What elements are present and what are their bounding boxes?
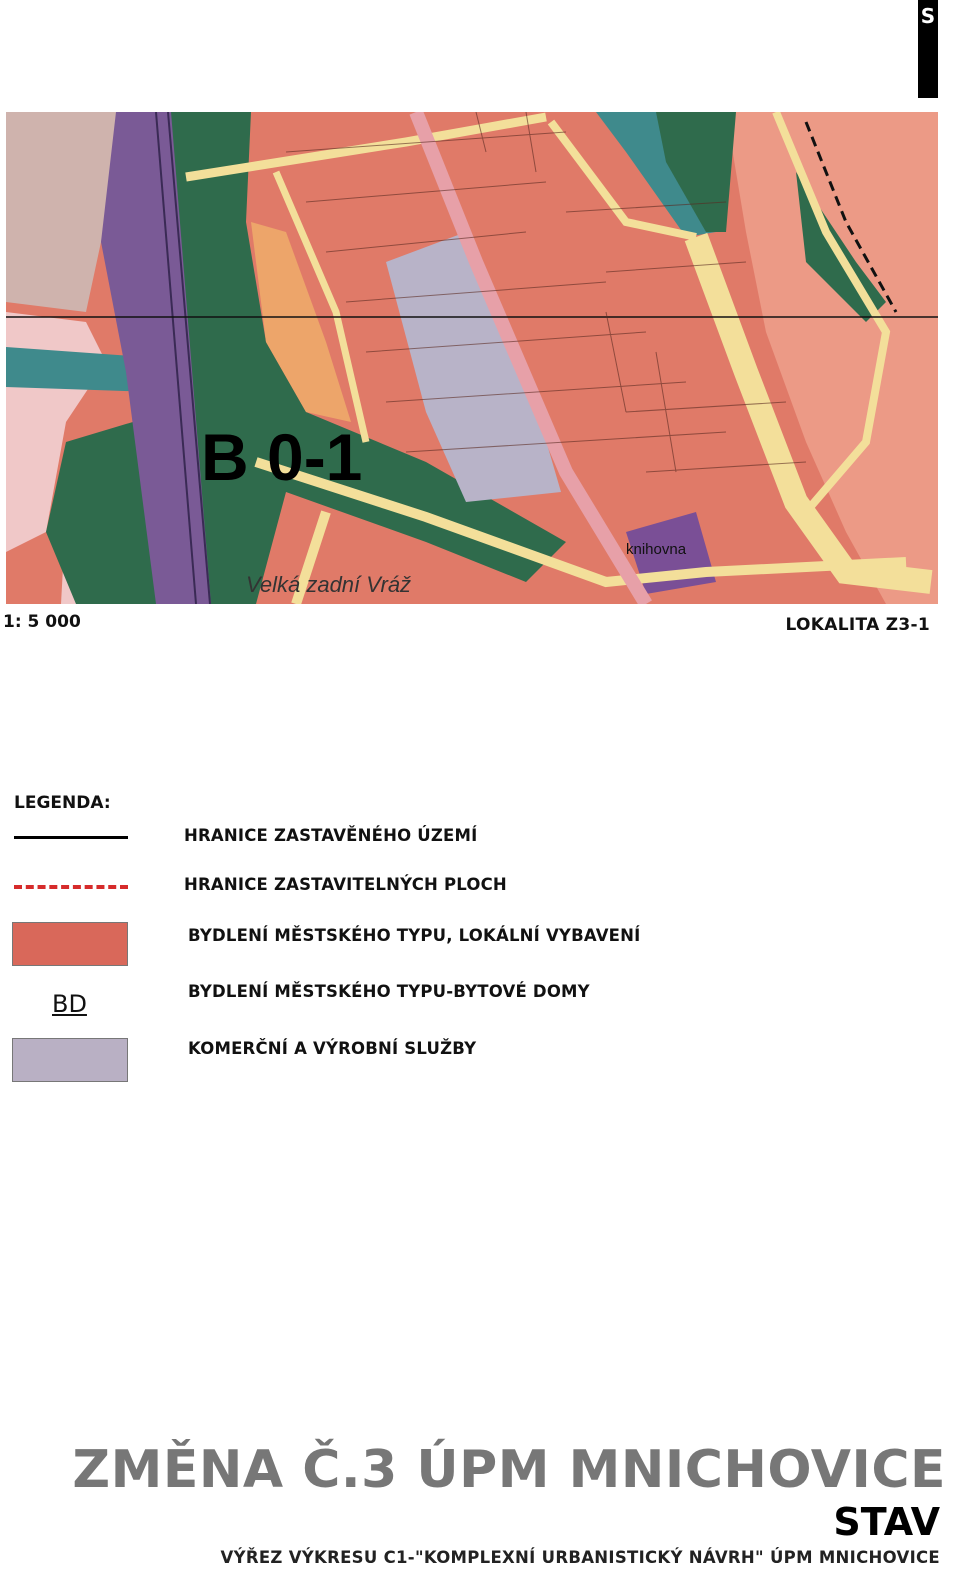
map-excerpt	[6, 112, 938, 604]
map-drawing	[6, 112, 938, 604]
legend-label-urban-housing: BYDLENÍ MĚSTSKÉHO TYPU, LOKÁLNÍ VYBAVENÍ	[188, 926, 641, 945]
legend-title: LEGENDA:	[14, 793, 111, 813]
place-name: Velká zadní Vráž	[246, 572, 412, 597]
zone-label: B 0-1	[201, 420, 363, 494]
document-subtitle: VÝŘEZ VÝKRESU C1-"KOMPLEXNÍ URBANISTICKÝ NÁVRH" ÚPM MNICHOVICE	[220, 1548, 940, 1567]
legend-symbol-dashed-line	[14, 885, 128, 889]
legend-symbol-urban-housing	[12, 922, 128, 966]
legend-label-buildable-boundary: HRANICE ZASTAVITELNÝCH PLOCH	[184, 875, 507, 894]
scale-label: 1: 5 000	[3, 612, 81, 632]
legend-label-commercial: KOMERČNÍ A VÝROBNÍ SLUŽBY	[188, 1039, 477, 1058]
building-label: knihovna	[626, 541, 687, 558]
legend-symbol-bd: BD	[52, 990, 87, 1018]
legend-symbol-commercial	[12, 1038, 128, 1082]
north-marker-label: S	[920, 4, 936, 28]
north-marker	[918, 0, 938, 98]
locality-label: LOKALITA Z3-1	[785, 615, 930, 635]
document-status: STAV	[833, 1500, 940, 1544]
legend-symbol-solid-line	[14, 836, 128, 839]
legend-label-apartment-houses: BYDLENÍ MĚSTSKÉHO TYPU-BYTOVÉ DOMY	[188, 982, 590, 1001]
legend-label-built-up-boundary: HRANICE ZASTAVĚNÉHO ÚZEMÍ	[184, 826, 478, 845]
document-title: ZMĚNA Č.3 ÚPM MNICHOVICE	[72, 1440, 946, 1500]
